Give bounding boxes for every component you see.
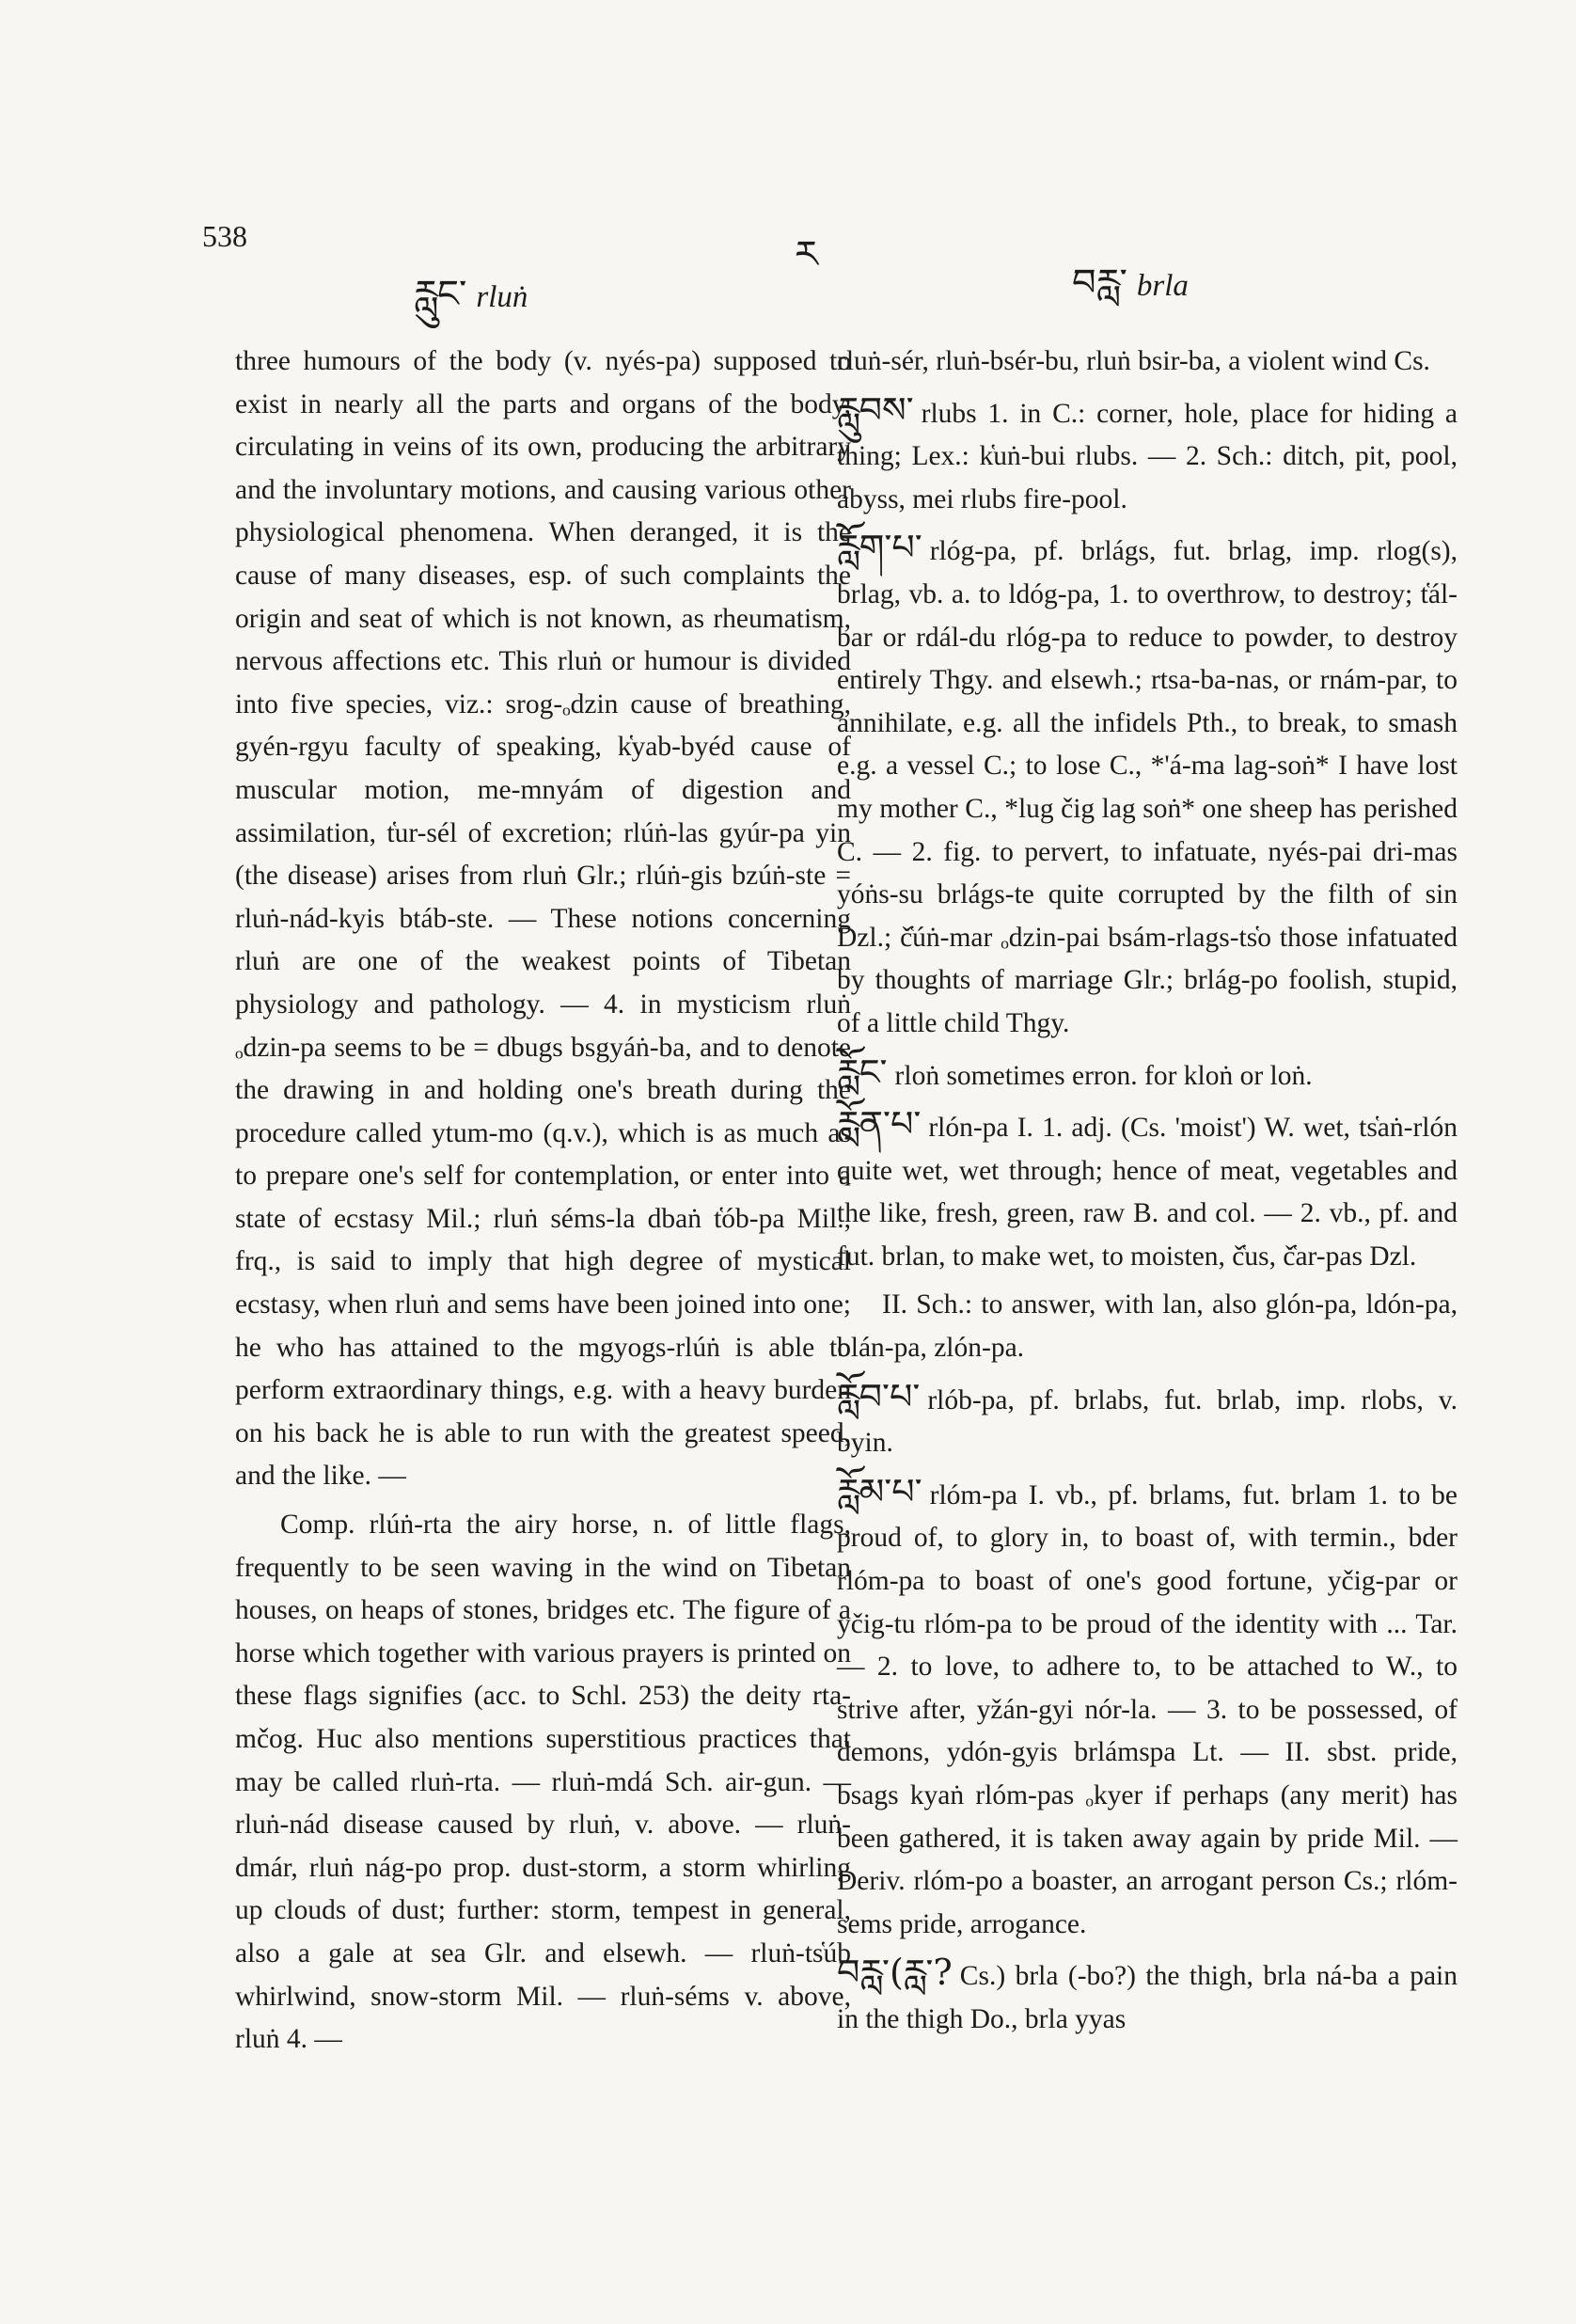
entry-rlom-pa: རློམ་པ་ rlóm-pa I. vb., pf. brlams, fut. brlam 1. to be proud of, to glory in, to boast of, with termin., bder rlóm-pa to boast of one's good fortune, yčig-par or yčig-tu rlóm-pa to be proud of the identity with ... Tar. — 2. to love, to adhere to, to be attached to W., to strive after, yžán-gyi nór-la. — 3. to be possessed, of demons, ydón-gyis brlámspa Lt. — II. sbst. pride, bsags kyaṅ rlóm-pas ₒkyer if perhaps (any merit) has been gathered, it is taken away again by pride Mil. — Deriv. rlóm-po a boaster, an arrogant person Cs.; rlóm-sems pride, arrogance. [837,1470,1458,1939]
entry-rlun-ser: rluṅ-sér, rluṅ-bsér-bu, rluṅ bsir-ba, a violent wind Cs. [837,346,1430,376]
tibetan-headword: རློང་ [837,1051,888,1093]
entry-rlun-continuation: three humours of the body (v. nyés-pa) supposed to exist in nearly all the parts and organs of the body, circulating in veins of its own, producing the arbitrary and the involuntary motions, and causing various other physiological phenomena. When deranged, it is the cause of many diseases, esp. of such complaints the origin and seat of which is not known, as rheumatism, nervous affections etc. This rluṅ or humour is divided into five species, viz.: srog-ₒdzin cause of breathing, gyén-rgyu faculty of speaking, k̔yab-byéd cause of muscular motion, me-mnyám of digestion and assimilation, t̔ur-sél of excretion; rlúṅ-las gyúr-pa yin (the disease) arises from rluṅ Glr.; rlúṅ-gis bzúṅ-ste = rluṅ-nád-kyis btáb-ste. — These notions concerning rluṅ are one of the weakest points of Tibetan physiology and pathology. — 4. in mysticism rluṅ ₒdzin-pa seems to be = dbugs bsgyáṅ-ba, and to denote the drawing in and holding one's breath during the procedure called ytum-mo (q.v.), which is as much as to prepare one's self for contemplation, or enter into a state of ecstasy Mil.; rluṅ séms-la dbaṅ t̔ób-pa Mil., frq., is said to imply that high degree of mystical ecstasy, when rluṅ and sems have been joined into one; he who has attained to the mgyogs-rlúṅ is able to perform extraordinary things, e.g. with a heavy burden on his back he is able to run with the greatest speed, and the like. — [235,346,851,1492]
entry-rlun-compounds: Comp. rlúṅ-rta the airy horse, n. of little flags, frequently to be seen waving in the wind on Tibetan houses, on heaps of stones, bridges etc. The figure of a horse which together with various prayers is printed on these flags signifies (acc. to Schl. 253) the deity rta-mčog. Huc also mentions superstitious practices that may be called rluṅ-rta. — rluṅ-mdá Sch. air-gun. — rluṅ-nád disease caused by rluṅ, v. above. — rluṅ-dmár, rluṅ nág-po prop. dust-storm, a storm whirling up clouds of dust; further: storm, tempest in general, also a gale at sea Glr. and elsewh. — rluṅ-ts̔úb whirlwind, snow-storm Mil. — rluṅ-séms v. above, rluṅ 4. — [235,1510,851,2055]
entry-brla: བརླ་(རླ་? Cs.) brla (-bo?) the thigh, brla ná-ba a pain in the thigh Do., brla yyas [837,1952,1458,2034]
page-number: 538 [202,219,247,253]
section-letter: ར [795,233,818,277]
headword-left-latin: rluṅ [476,280,528,314]
tibetan-headword: རློབ་པ་ [837,1375,921,1417]
page-header [0,193,1576,315]
headword-left-tibetan: རླུང་ [414,273,467,315]
headword-right-tibetan: བརླ་ [1072,261,1127,304]
entry-rlob-pa: རློབ་པ་ rlób-pa, pf. brlabs, fut. brlab, imp. rlobs, v. byin. [837,1375,1458,1459]
tibetan-headword: བརླ་(རླ་? [837,1952,953,1994]
left-column [235,340,851,2067]
tibetan-headword: རློན་པ་ [837,1103,922,1146]
running-headword-right [1072,240,1189,346]
tibetan-headword: རློག་པ་ [837,527,922,569]
entry-rlon: རློང་ rloṅ sometimes erron. for kloṅ or loṅ. [837,1051,1313,1093]
headword-right-latin: brla [1136,269,1189,303]
tibetan-headword: རློམ་པ་ [837,1470,922,1512]
entry-rlubs: རླུབས་ rlubs 1. in C.: corner, hole, place for hiding a thing; Lex.: k̔uṅ-bui rlubs. — 2. Sch.: ditch, pit, pool, abyss, mei rlubs fire-pool. [837,388,1458,514]
entry-rlog-pa: རློག་པ་ rlóg-pa, pf. brlágs, fut. brlag, imp. rlog(s), brlag, vb. a. to ldóg-pa, 1. to overthrow, to destroy; t̔ál-bar or rdál-du rlóg-pa to reduce to powder, to destroy entirely Thgy. and elsewh.; rtsa-ba-nas, or rnám-par, to annihilate, e.g. all the infidels Pth., to break, to smash e.g. a vessel C.; to lose C., *'á-ma lag-soṅ* I have lost my mother C., *lug čig lag soṅ* one sheep has perished C. — 2. fig. to pervert, to infatuate, nyés-pai dri-mas yóṅs-su brlágs-te quite corrupted by the filth of sin Dzl.; č̔úṅ-mar ₒdzin-pai bsám-rlags-ts̔o those infatuated by thoughts of marriage Glr.; brlág-po foolish, stupid, of a little child Thgy. [837,527,1458,1038]
right-column [837,340,1458,2047]
entry-rlon-pa: རློན་པ་ rlón-pa I. 1. adj. (Cs. 'moist') W. wet, ts̔aṅ-rlón quite wet, wet through; hence of meat, vegetables and the like, fresh, green, raw B. and col. — 2. vb., pf. and fut. brlan, to make wet, to moisten, č̔us, č̔ar-pas Dzl. [837,1103,1458,1272]
entry-rlon-pa-sense-2: II. Sch.: to answer, with lan, also glón-pa, ldón-pa, blán-pa, zlón-pa. [837,1289,1458,1364]
tibetan-headword: རླུབས་ [837,388,914,431]
